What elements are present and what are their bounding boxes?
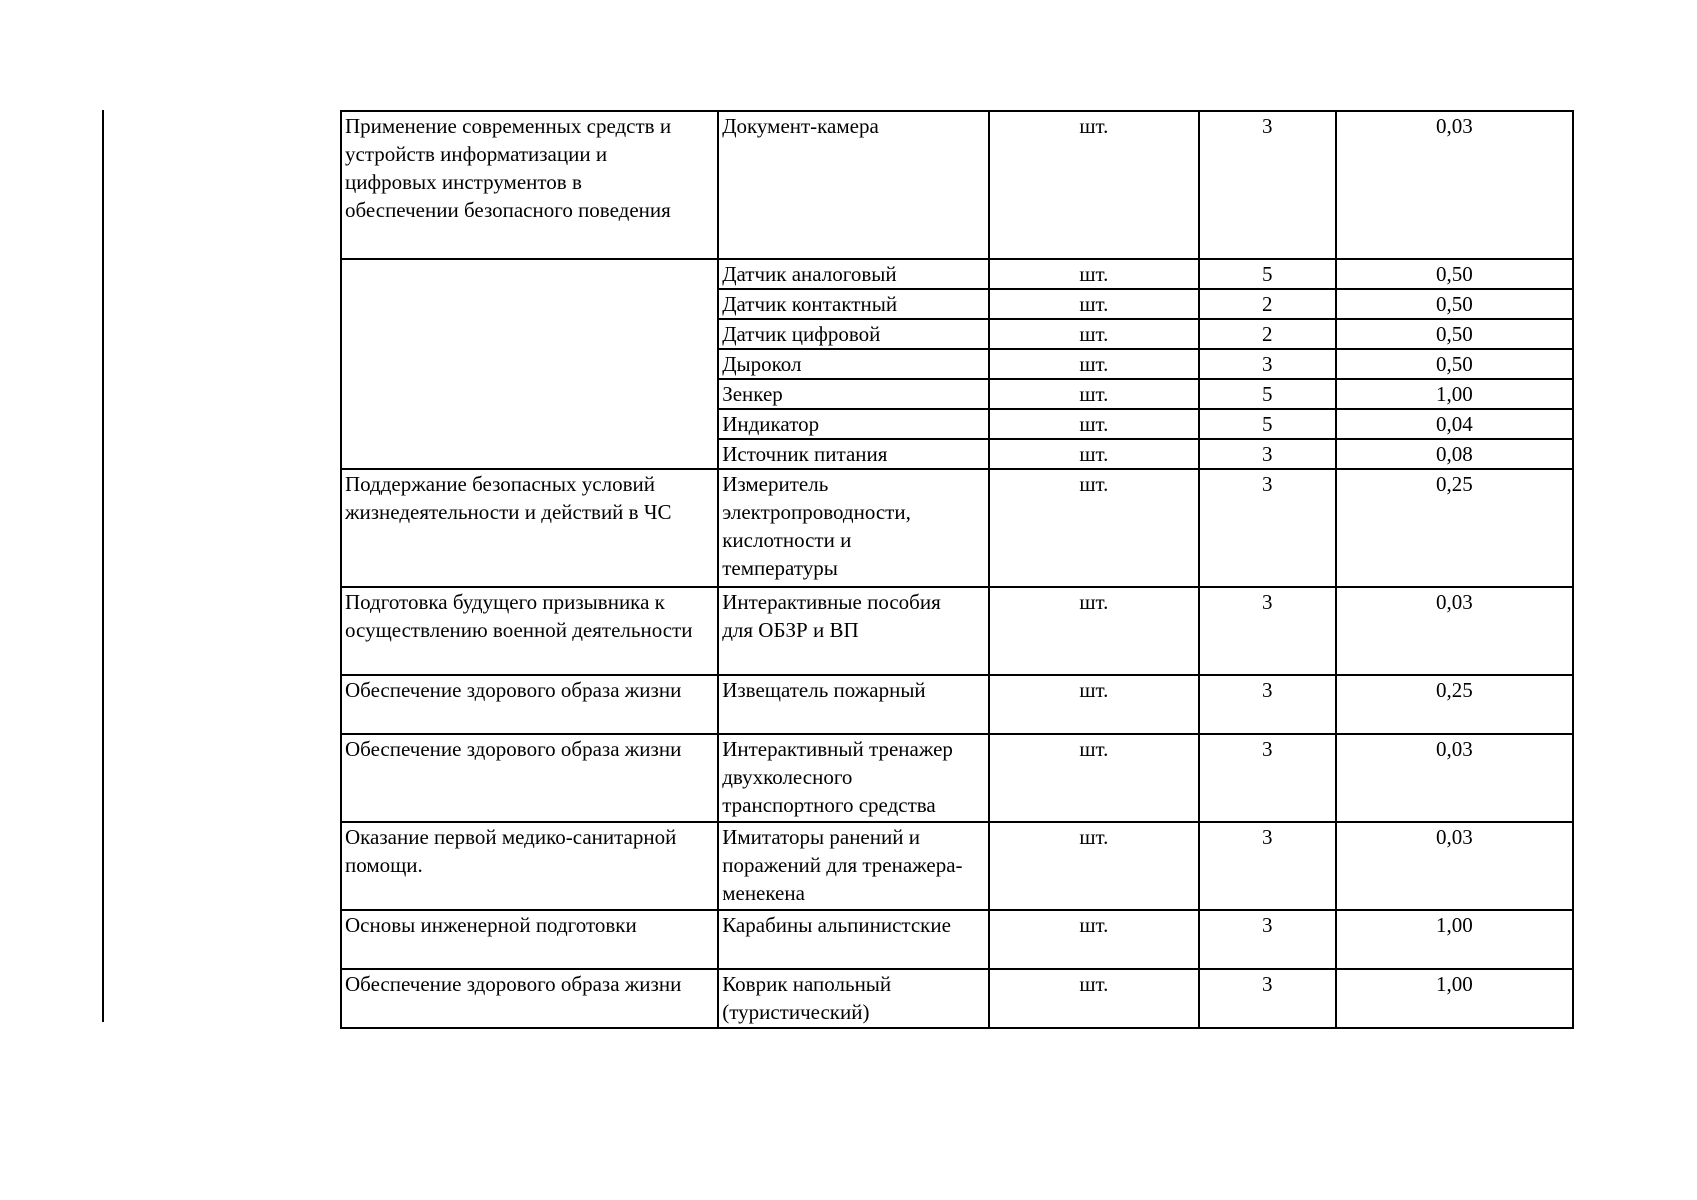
item-cell — [718, 259, 989, 289]
coef-cell: 1,00 — [1336, 969, 1573, 1028]
qty-cell: 3 — [1199, 349, 1336, 379]
unit-cell: шт. — [989, 439, 1199, 469]
item-text: Имитаторы ранений и поражений для тренажера- менекена — [722, 825, 963, 905]
item-cell — [718, 675, 989, 734]
item-text: Датчик аналоговый — [722, 262, 897, 286]
unit-cell: шт. — [989, 910, 1199, 969]
unit-cell: шт. — [989, 259, 1199, 289]
coef-cell: 0,50 — [1336, 349, 1573, 379]
unit-cell: шт. — [989, 469, 1199, 587]
coef-cell: 0,25 — [1336, 469, 1573, 587]
coef-cell: 1,00 — [1336, 910, 1573, 969]
qty-cell: 3 — [1199, 910, 1336, 969]
unit-cell: шт. — [989, 349, 1199, 379]
activity-text: Обеспечение здорового образа жизни — [345, 678, 682, 702]
qty-cell: 3 — [1199, 469, 1336, 587]
equipment-table — [340, 110, 1574, 1029]
item-text: Датчик цифровой — [722, 322, 881, 346]
activity-cell — [341, 675, 718, 734]
coef-cell: 0,50 — [1336, 319, 1573, 349]
activity-text: Обеспечение здорового образа жизни — [345, 972, 682, 996]
unit-cell: шт. — [989, 379, 1199, 409]
item-cell — [718, 439, 989, 469]
item-text: Источник питания — [722, 442, 888, 466]
qty-cell: 3 — [1199, 675, 1336, 734]
activity-text: Применение современных средств и устройств информатизации и цифровых инструментов в обеспечении безопасного поведения — [345, 114, 672, 222]
unit-cell: шт. — [989, 822, 1199, 910]
item-cell — [718, 910, 989, 969]
item-text: Интерактивные пособия для ОБЗР и ВП — [722, 590, 941, 642]
activity-cell — [341, 259, 718, 469]
item-text: Датчик контактный — [722, 292, 898, 316]
table-row — [341, 969, 1573, 1028]
table-row — [341, 910, 1573, 969]
coef-cell: 0,50 — [1336, 259, 1573, 289]
item-text: Карабины альпинистские — [722, 913, 951, 937]
qty-cell: 3 — [1199, 969, 1336, 1028]
coef-cell: 0,03 — [1336, 587, 1573, 675]
table-row — [341, 822, 1573, 910]
item-text: Коврик напольный (туристический) — [722, 972, 892, 1024]
page-margin-rule — [102, 110, 104, 1022]
item-cell — [718, 111, 989, 259]
item-cell — [718, 969, 989, 1028]
coef-cell: 0,08 — [1336, 439, 1573, 469]
coef-cell: 0,03 — [1336, 734, 1573, 822]
activity-cell — [341, 734, 718, 822]
qty-cell: 3 — [1199, 822, 1336, 910]
unit-cell: шт. — [989, 969, 1199, 1028]
unit-cell: шт. — [989, 587, 1199, 675]
item-text: Извещатель пожарный — [722, 678, 926, 702]
table-row — [341, 587, 1573, 675]
table-row — [341, 259, 1573, 289]
item-cell — [718, 409, 989, 439]
unit-cell: шт. — [989, 319, 1199, 349]
item-text: Документ-камера — [722, 114, 879, 138]
item-text: Дырокол — [722, 352, 802, 376]
activity-text: Обеспечение здорового образа жизни — [345, 737, 682, 761]
unit-cell: шт. — [989, 675, 1199, 734]
activity-text: Оказание первой медико-санитарной помощи. — [345, 825, 677, 877]
item-text: Измеритель электропроводности, кислотности и температуры — [722, 472, 911, 580]
coef-cell: 1,00 — [1336, 379, 1573, 409]
table-row — [341, 734, 1573, 822]
unit-cell: шт. — [989, 111, 1199, 259]
item-cell — [718, 349, 989, 379]
unit-cell: шт. — [989, 289, 1199, 319]
unit-cell: шт. — [989, 409, 1199, 439]
qty-cell: 5 — [1199, 379, 1336, 409]
qty-cell: 3 — [1199, 111, 1336, 259]
qty-cell: 3 — [1199, 587, 1336, 675]
activity-text: Поддержание безопасных условий жизнедеятельности и действий в ЧС — [345, 472, 672, 524]
item-text: Зенкер — [722, 382, 783, 406]
qty-cell: 5 — [1199, 409, 1336, 439]
item-cell — [718, 822, 989, 910]
item-cell — [718, 469, 989, 587]
qty-cell: 5 — [1199, 259, 1336, 289]
unit-cell: шт. — [989, 734, 1199, 822]
item-text: Интерактивный тренажер двухколесного транспортного средства — [722, 737, 953, 817]
table-row — [341, 675, 1573, 734]
activity-cell — [341, 822, 718, 910]
item-cell — [718, 734, 989, 822]
activity-cell — [341, 587, 718, 675]
activity-cell — [341, 469, 718, 587]
item-text: Индикатор — [722, 412, 820, 436]
coef-cell: 0,04 — [1336, 409, 1573, 439]
table-row — [341, 111, 1573, 259]
activity-cell — [341, 969, 718, 1028]
activity-cell — [341, 111, 718, 259]
table-row — [341, 469, 1573, 587]
qty-cell: 2 — [1199, 289, 1336, 319]
item-cell — [718, 289, 989, 319]
activity-text: Подготовка будущего призывника к осуществлению военной деятельности — [345, 590, 693, 642]
qty-cell: 3 — [1199, 734, 1336, 822]
coef-cell: 0,03 — [1336, 111, 1573, 259]
item-cell — [718, 319, 989, 349]
activity-cell — [341, 910, 718, 969]
coef-cell: 0,03 — [1336, 822, 1573, 910]
coef-cell: 0,50 — [1336, 289, 1573, 319]
item-cell — [718, 587, 989, 675]
qty-cell: 2 — [1199, 319, 1336, 349]
qty-cell: 3 — [1199, 439, 1336, 469]
coef-cell: 0,25 — [1336, 675, 1573, 734]
activity-text: Основы инженерной подготовки — [345, 913, 637, 937]
item-cell — [718, 379, 989, 409]
